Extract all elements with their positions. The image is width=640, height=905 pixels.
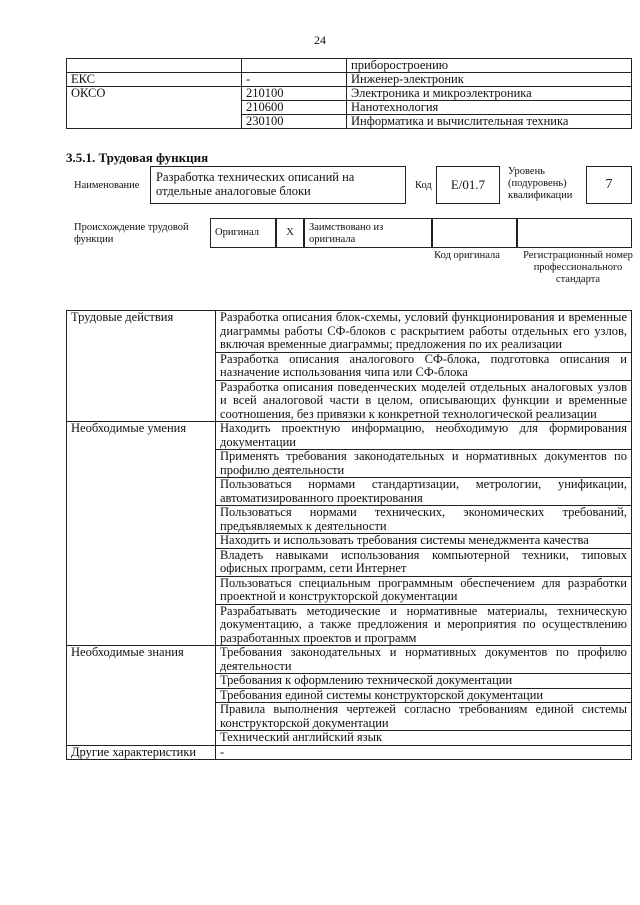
table-cell: 230100 (242, 115, 347, 129)
original-label: Оригинал (210, 218, 276, 248)
level-label: Уровень (подуровень) квалификации (508, 166, 573, 201)
table-row (67, 73, 632, 87)
knowledge-label: Необходимые знания (67, 646, 216, 746)
table-cell: ЕКС (67, 73, 242, 87)
table-cell: 210600 (242, 101, 347, 115)
table-row (67, 646, 632, 674)
table-cell (242, 59, 347, 73)
table-cell (67, 59, 242, 73)
list-item: Требования к оформлению технической документации (216, 674, 632, 689)
origin-label: Происхождение трудовой функции (74, 222, 189, 245)
list-item: Требования законодательных и нормативных документов по профилю деятельности (216, 646, 632, 674)
code-label: Код (415, 180, 432, 191)
table-cell: - (242, 73, 347, 87)
function-code-box: E/01.7 (436, 166, 500, 204)
table-row (67, 311, 632, 353)
registration-number-cell (517, 218, 632, 248)
table-row (67, 745, 632, 760)
table-cell: приборостроению (347, 59, 632, 73)
original-mark: X (276, 218, 304, 248)
origin-row (210, 218, 632, 248)
labor-function-table (66, 310, 632, 760)
table-row (67, 87, 632, 101)
list-item: Пользоваться нормами технических, экономических требований, предъявляемых к деятельности (216, 506, 632, 534)
list-item: Находить и использовать требования системы менеджмента качества (216, 534, 632, 549)
list-item: Технический английский язык (216, 731, 632, 746)
function-name-box: Разработка технических описаний на отдельные аналоговые блоки (150, 166, 406, 204)
list-item: Владеть навыками использования компьютерной техники, типовых офисных программ, сети Интернет (216, 548, 632, 576)
list-item: Требования единой системы конструкторской документации (216, 688, 632, 703)
list-item: Разработка описания поведенческих моделей отдельных аналоговых узлов и всей аналоговой части в целом, описывающих функции и временные соотношения, без привязки к конкретной технологической реализации (216, 380, 632, 422)
table-cell: Электроника и микроэлектроника (347, 87, 632, 101)
list-item: Находить проектную информацию, необходимую для формирования документации (216, 422, 632, 450)
list-item: Правила выполнения чертежей согласно требованиям единой системы конструкторской документации (216, 703, 632, 731)
reg-caption: Регистрационный номер профессионального стандарта (523, 250, 633, 285)
code-caption: Код оригинала (434, 250, 500, 261)
level-value-box: 7 (586, 166, 632, 204)
name-label: Наименование (74, 180, 140, 191)
list-item: Пользоваться нормами стандартизации, метрологии, унификации, автоматизированного проектирования (216, 478, 632, 506)
other-value: - (216, 745, 632, 760)
list-item: Разработка описания блок-схемы, условий функционирования и временные диаграммы работы СФ-блоков с раскрытием работы отдельных его узлов, включая временные диаграммы; предложения по их реализации (216, 311, 632, 353)
list-item: Разрабатывать методические и нормативные материалы, техническую документацию, а также предложения и мероприятия по осуществлению разработанных проектов и программ (216, 604, 632, 646)
list-item: Применять требования законодательных и нормативных документов по профилю деятельности (216, 450, 632, 478)
list-item: Разработка описания аналогового СФ-блока, подготовка описания и назначение использования чипа или СФ-блока (216, 352, 632, 380)
list-item: Пользоваться специальным программным обеспечением для разработки проектной и конструкторской документации (216, 576, 632, 604)
other-label: Другие характеристики (67, 745, 216, 760)
borrowed-label: Заимствовано из оригинала (304, 218, 432, 248)
table-cell: ОКСО (67, 87, 242, 129)
actions-label: Трудовые действия (67, 311, 216, 422)
table-cell: Информатика и вычислительная техника (347, 115, 632, 129)
section-title: 3.5.1. Трудовая функция (66, 150, 209, 165)
table-row (67, 422, 632, 450)
page-number: 24 (314, 33, 326, 47)
classifier-table (66, 58, 632, 129)
table-cell: Инженер-электроник (347, 73, 632, 87)
table-row (67, 59, 632, 73)
table-cell: 210100 (242, 87, 347, 101)
table-cell: Нанотехнология (347, 101, 632, 115)
skills-label: Необходимые умения (67, 422, 216, 646)
original-code-cell (432, 218, 517, 248)
